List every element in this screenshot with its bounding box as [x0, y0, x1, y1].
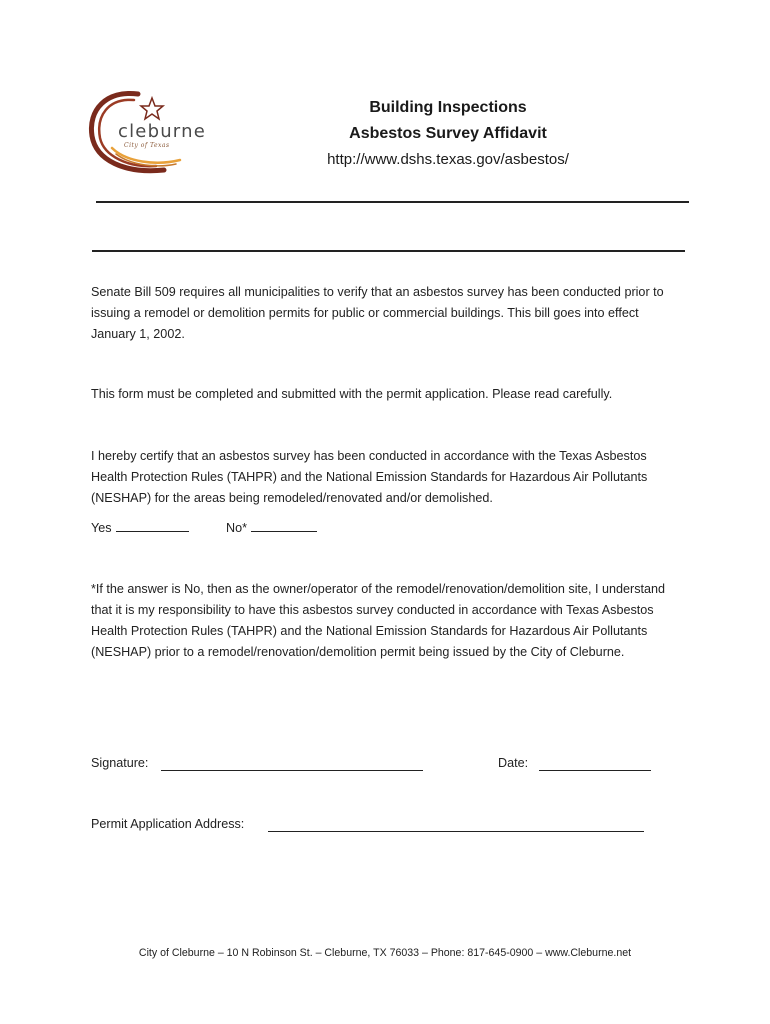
date-label: Date: [498, 756, 529, 770]
star-icon [141, 98, 163, 119]
certification-paragraph: I hereby certify that an asbestos survey has been conducted in accordance with the Texas Asbestos Health Protection Rules (TAHPR) and the National Emission Standards for Hazardous Air Pollutants (NESHAP) for the areas being remodeled/renovated and/or demolished. [91, 449, 648, 505]
permit-address-field[interactable] [268, 831, 644, 832]
permit-address-label: Permit Application Address: [91, 817, 245, 831]
senate-bill-paragraph: Senate Bill 509 requires all municipalities to verify that an asbestos survey has been conducted prior to issuing a remodel or demolition permits for public or commercial buildings. This bill goes into effect January 1, 2002. [91, 285, 664, 341]
header-rule-top [96, 201, 689, 203]
logo-subtext: City of Texas [124, 142, 170, 149]
yes-blank-field[interactable] [116, 517, 189, 532]
reference-url[interactable]: http://www.dshs.texas.gov/asbestos/ [327, 151, 569, 168]
date-field[interactable] [539, 770, 651, 771]
yes-label: Yes [91, 521, 112, 535]
document-header [300, 95, 596, 173]
yes-option [91, 517, 189, 539]
no-answer-paragraph: *If the answer is No, then as the owner/operator of the remodel/renovation/demolition site, I understand that it is my responsibility to have this asbestos survey conducted in accordance with Texas Asbestos Health Protection Rules (TAHPR) and the National Emission Standards for Hazardous Air Pollutants (NESHAP) prior to a remodel/renovation/demolition permit being issued by the City of Cleburne. [91, 582, 666, 659]
no-label: No* [226, 521, 247, 535]
footer-contact: City of Cleburne – 10 N Robinson St. – Cleburne, TX 76033 – Phone: 817-645-0900 – www.Cleburne.net [138, 947, 632, 959]
signature-field[interactable] [161, 770, 423, 771]
signature-label: Signature: [91, 756, 149, 770]
title-line2: Asbestos Survey Affidavit [349, 125, 547, 142]
instructions-paragraph: This form must be completed and submitted with the permit application. Please read carefully. [91, 387, 613, 401]
title-line1: Building Inspections [369, 99, 527, 116]
logo-wordmark: cleburne [118, 121, 206, 142]
no-option [226, 517, 317, 539]
header-rule-bottom [92, 250, 685, 252]
no-blank-field[interactable] [251, 517, 317, 532]
